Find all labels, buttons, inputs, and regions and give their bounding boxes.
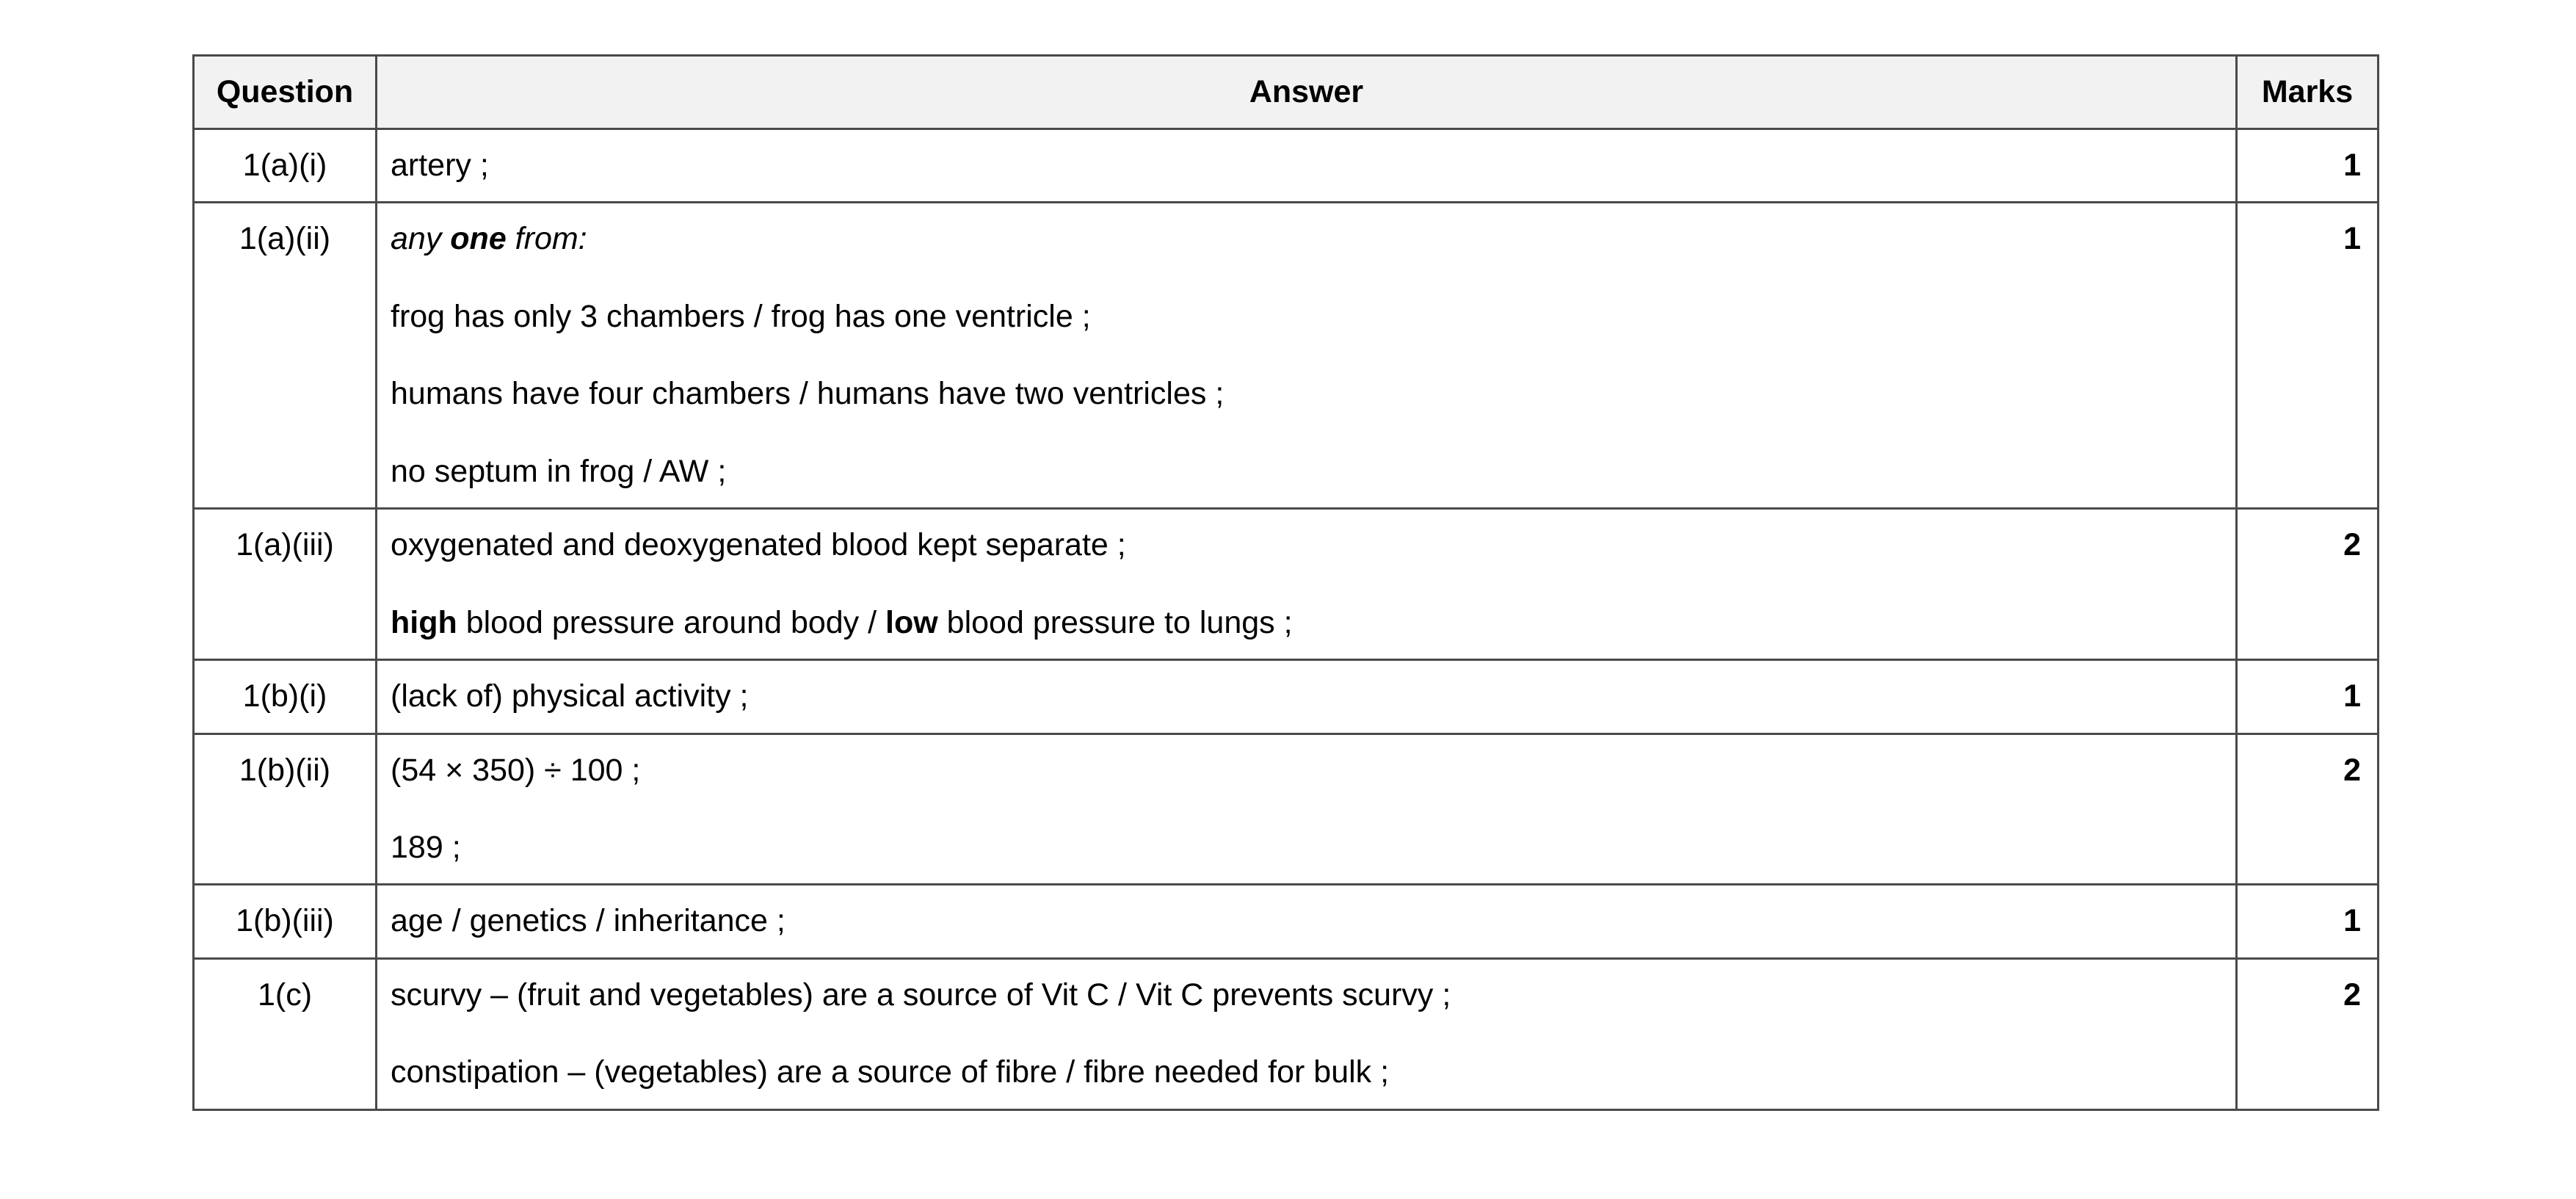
table-row — [194, 660, 2379, 733]
table-row — [194, 129, 2379, 203]
table-row — [194, 203, 2379, 509]
question-number: 1(b)(ii) — [194, 733, 377, 885]
table-row — [194, 885, 2379, 958]
bold-low: low — [885, 604, 938, 640]
header-question: Question — [194, 56, 377, 129]
mark-scheme-table — [192, 54, 2379, 1111]
intro-pre: any — [391, 221, 451, 257]
answer-line: artery ; — [391, 148, 489, 183]
answer-line: (lack of) physical activity ; — [391, 678, 749, 714]
intro-bold: one — [450, 221, 507, 257]
answer-line: constipation – (vegetables) are a source of fibre / fibre needed for bulk ; — [391, 1054, 1390, 1090]
answer-cell — [377, 203, 2237, 509]
answer-cell — [377, 885, 2237, 958]
marks-value: 1 — [2237, 129, 2379, 203]
marks-value: 1 — [2237, 660, 2379, 733]
question-number: 1(a)(ii) — [194, 203, 377, 509]
answer-cell — [377, 129, 2237, 203]
table-row — [194, 509, 2379, 660]
intro-post: from: — [506, 221, 587, 257]
question-number: 1(b)(iii) — [194, 885, 377, 958]
question-number: 1(b)(i) — [194, 660, 377, 733]
question-number: 1(a)(iii) — [194, 509, 377, 660]
answer-line: age / genetics / inheritance ; — [391, 903, 786, 939]
answer-line: 189 ; — [391, 829, 461, 865]
answer-cell — [377, 733, 2237, 885]
marks-value: 2 — [2237, 958, 2379, 1109]
marks-value: 2 — [2237, 509, 2379, 660]
marks-value: 2 — [2237, 733, 2379, 885]
pressure-end: blood pressure to lungs ; — [937, 604, 1293, 640]
header-row — [194, 56, 2379, 129]
answer-line: frog has only 3 chambers / frog has one ventricle ; — [391, 298, 1091, 334]
question-number: 1(c) — [194, 958, 377, 1109]
answer-cell — [377, 958, 2237, 1109]
header-answer: Answer — [377, 56, 2237, 129]
answer-cell — [377, 509, 2237, 660]
answer-line: no septum in frog / AW ; — [391, 453, 727, 489]
answer-cell — [377, 660, 2237, 733]
pressure-mid: blood pressure around body / — [457, 604, 886, 640]
answer-intro — [391, 221, 2222, 257]
answer-line-pressure — [391, 605, 2222, 641]
bold-high: high — [391, 604, 457, 640]
answer-line: (54 × 350) ÷ 100 ; — [391, 752, 641, 788]
question-number: 1(a)(i) — [194, 129, 377, 203]
answer-line: humans have four chambers / humans have two ventricles ; — [391, 376, 1224, 412]
marks-value: 1 — [2237, 203, 2379, 509]
header-marks: Marks — [2237, 56, 2379, 129]
marks-value: 1 — [2237, 885, 2379, 958]
table-row — [194, 733, 2379, 885]
table-row — [194, 958, 2379, 1109]
answer-line: scurvy – (fruit and vegetables) are a source of Vit C / Vit C prevents scurvy ; — [391, 977, 1451, 1013]
answer-line: oxygenated and deoxygenated blood kept separate ; — [391, 527, 1126, 563]
